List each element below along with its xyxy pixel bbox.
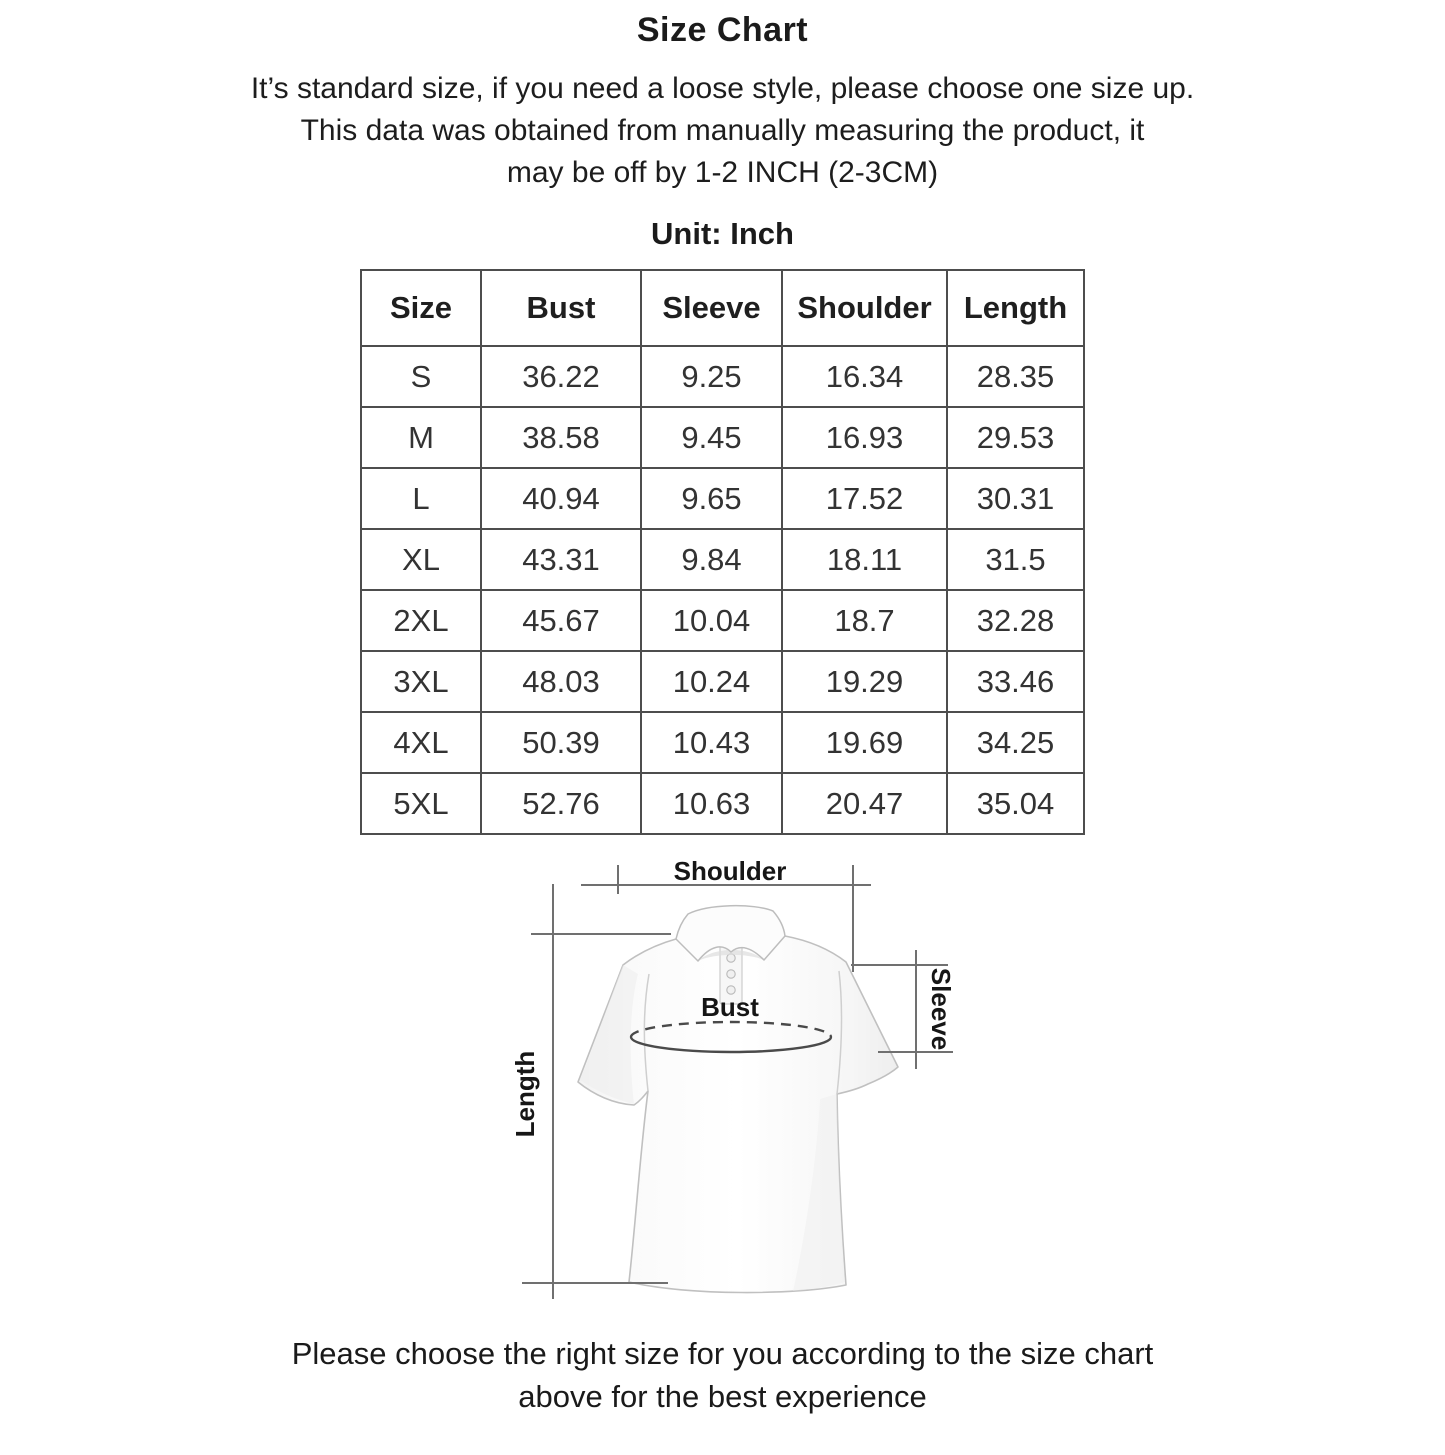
size-cell: L: [361, 468, 481, 529]
measurement-cell: 36.22: [481, 346, 641, 407]
column-header-size: Size: [361, 270, 481, 346]
size-chart-page: [0, 10, 1445, 1455]
table-row: [361, 346, 1084, 407]
measurement-cell: 18.11: [782, 529, 947, 590]
size-cell: 4XL: [361, 712, 481, 773]
measurement-cell: 10.63: [641, 773, 782, 834]
bust-measure-label: Bust: [700, 992, 759, 1022]
measurement-cell: 31.5: [947, 529, 1084, 590]
table-row: [361, 773, 1084, 834]
measurement-cell: 9.25: [641, 346, 782, 407]
size-cell: S: [361, 346, 481, 407]
shoulder-measure-label: Shoulder: [673, 856, 786, 886]
size-table-body: [361, 346, 1084, 834]
measurement-cell: 17.52: [782, 468, 947, 529]
table-row: [361, 651, 1084, 712]
size-note-line-3: may be off by 1-2 INCH (2-3CM): [506, 156, 939, 189]
length-measure-label: Length: [509, 1050, 540, 1138]
size-note-line-2: This data was obtained from manually measuring the product, it: [300, 114, 1145, 147]
measurement-cell: 28.35: [947, 346, 1084, 407]
size-cell: M: [361, 407, 481, 468]
measurement-cell: 48.03: [481, 651, 641, 712]
measurement-cell: 10.24: [641, 651, 782, 712]
measurement-cell: 30.31: [947, 468, 1084, 529]
measurement-cell: 34.25: [947, 712, 1084, 773]
measurement-cell: 19.69: [782, 712, 947, 773]
table-row: [361, 529, 1084, 590]
measurement-cell: 33.46: [947, 651, 1084, 712]
footer-note: [0, 1332, 1445, 1418]
measurement-cell: 10.43: [641, 712, 782, 773]
measurement-cell: 35.04: [947, 773, 1084, 834]
measurement-cell: 9.84: [641, 529, 782, 590]
size-cell: 5XL: [361, 773, 481, 834]
measurement-cell: 16.34: [782, 346, 947, 407]
column-header-sleeve: Sleeve: [641, 270, 782, 346]
column-header-bust: Bust: [481, 270, 641, 346]
measurement-cell: 9.45: [641, 407, 782, 468]
measurement-cell: 43.31: [481, 529, 641, 590]
measurement-cell: 18.7: [782, 590, 947, 651]
page-title: Size Chart: [636, 11, 809, 49]
polo-shirt-illustration: [508, 844, 968, 1306]
measurement-cell: 20.47: [782, 773, 947, 834]
table-row: [361, 407, 1084, 468]
measurement-cell: 50.39: [481, 712, 641, 773]
measurement-cell: 9.65: [641, 468, 782, 529]
size-table: [360, 269, 1085, 835]
shirt-measurement-diagram: [508, 844, 968, 1306]
measurement-cell: 16.93: [782, 407, 947, 468]
sleeve-measure-label: Sleeve: [925, 967, 956, 1051]
table-row: [361, 468, 1084, 529]
measurement-cell: 19.29: [782, 651, 947, 712]
footer-note-line-1: Please choose the right size for you according to the size chart: [291, 1336, 1154, 1371]
size-cell: 3XL: [361, 651, 481, 712]
column-header-length: Length: [947, 270, 1084, 346]
table-row: [361, 590, 1084, 651]
footer-note-line-2: above for the best experience: [518, 1379, 927, 1414]
measurement-cell: 10.04: [641, 590, 782, 651]
size-cell: 2XL: [361, 590, 481, 651]
measurement-cell: 29.53: [947, 407, 1084, 468]
measurement-cell: 32.28: [947, 590, 1084, 651]
polo-shirt-shape: [578, 906, 898, 1293]
measurement-cell: 52.76: [481, 773, 641, 834]
unit-label: Unit: Inch: [651, 216, 794, 251]
size-cell: XL: [361, 529, 481, 590]
measurement-cell: 45.67: [481, 590, 641, 651]
measurement-cell: 38.58: [481, 407, 641, 468]
size-note: [0, 68, 1445, 194]
table-header-row: [361, 270, 1084, 346]
column-header-shoulder: Shoulder: [782, 270, 947, 346]
size-note-line-1: It’s standard size, if you need a loose style, please choose one size up.: [250, 72, 1195, 105]
measurement-cell: 40.94: [481, 468, 641, 529]
table-row: [361, 712, 1084, 773]
